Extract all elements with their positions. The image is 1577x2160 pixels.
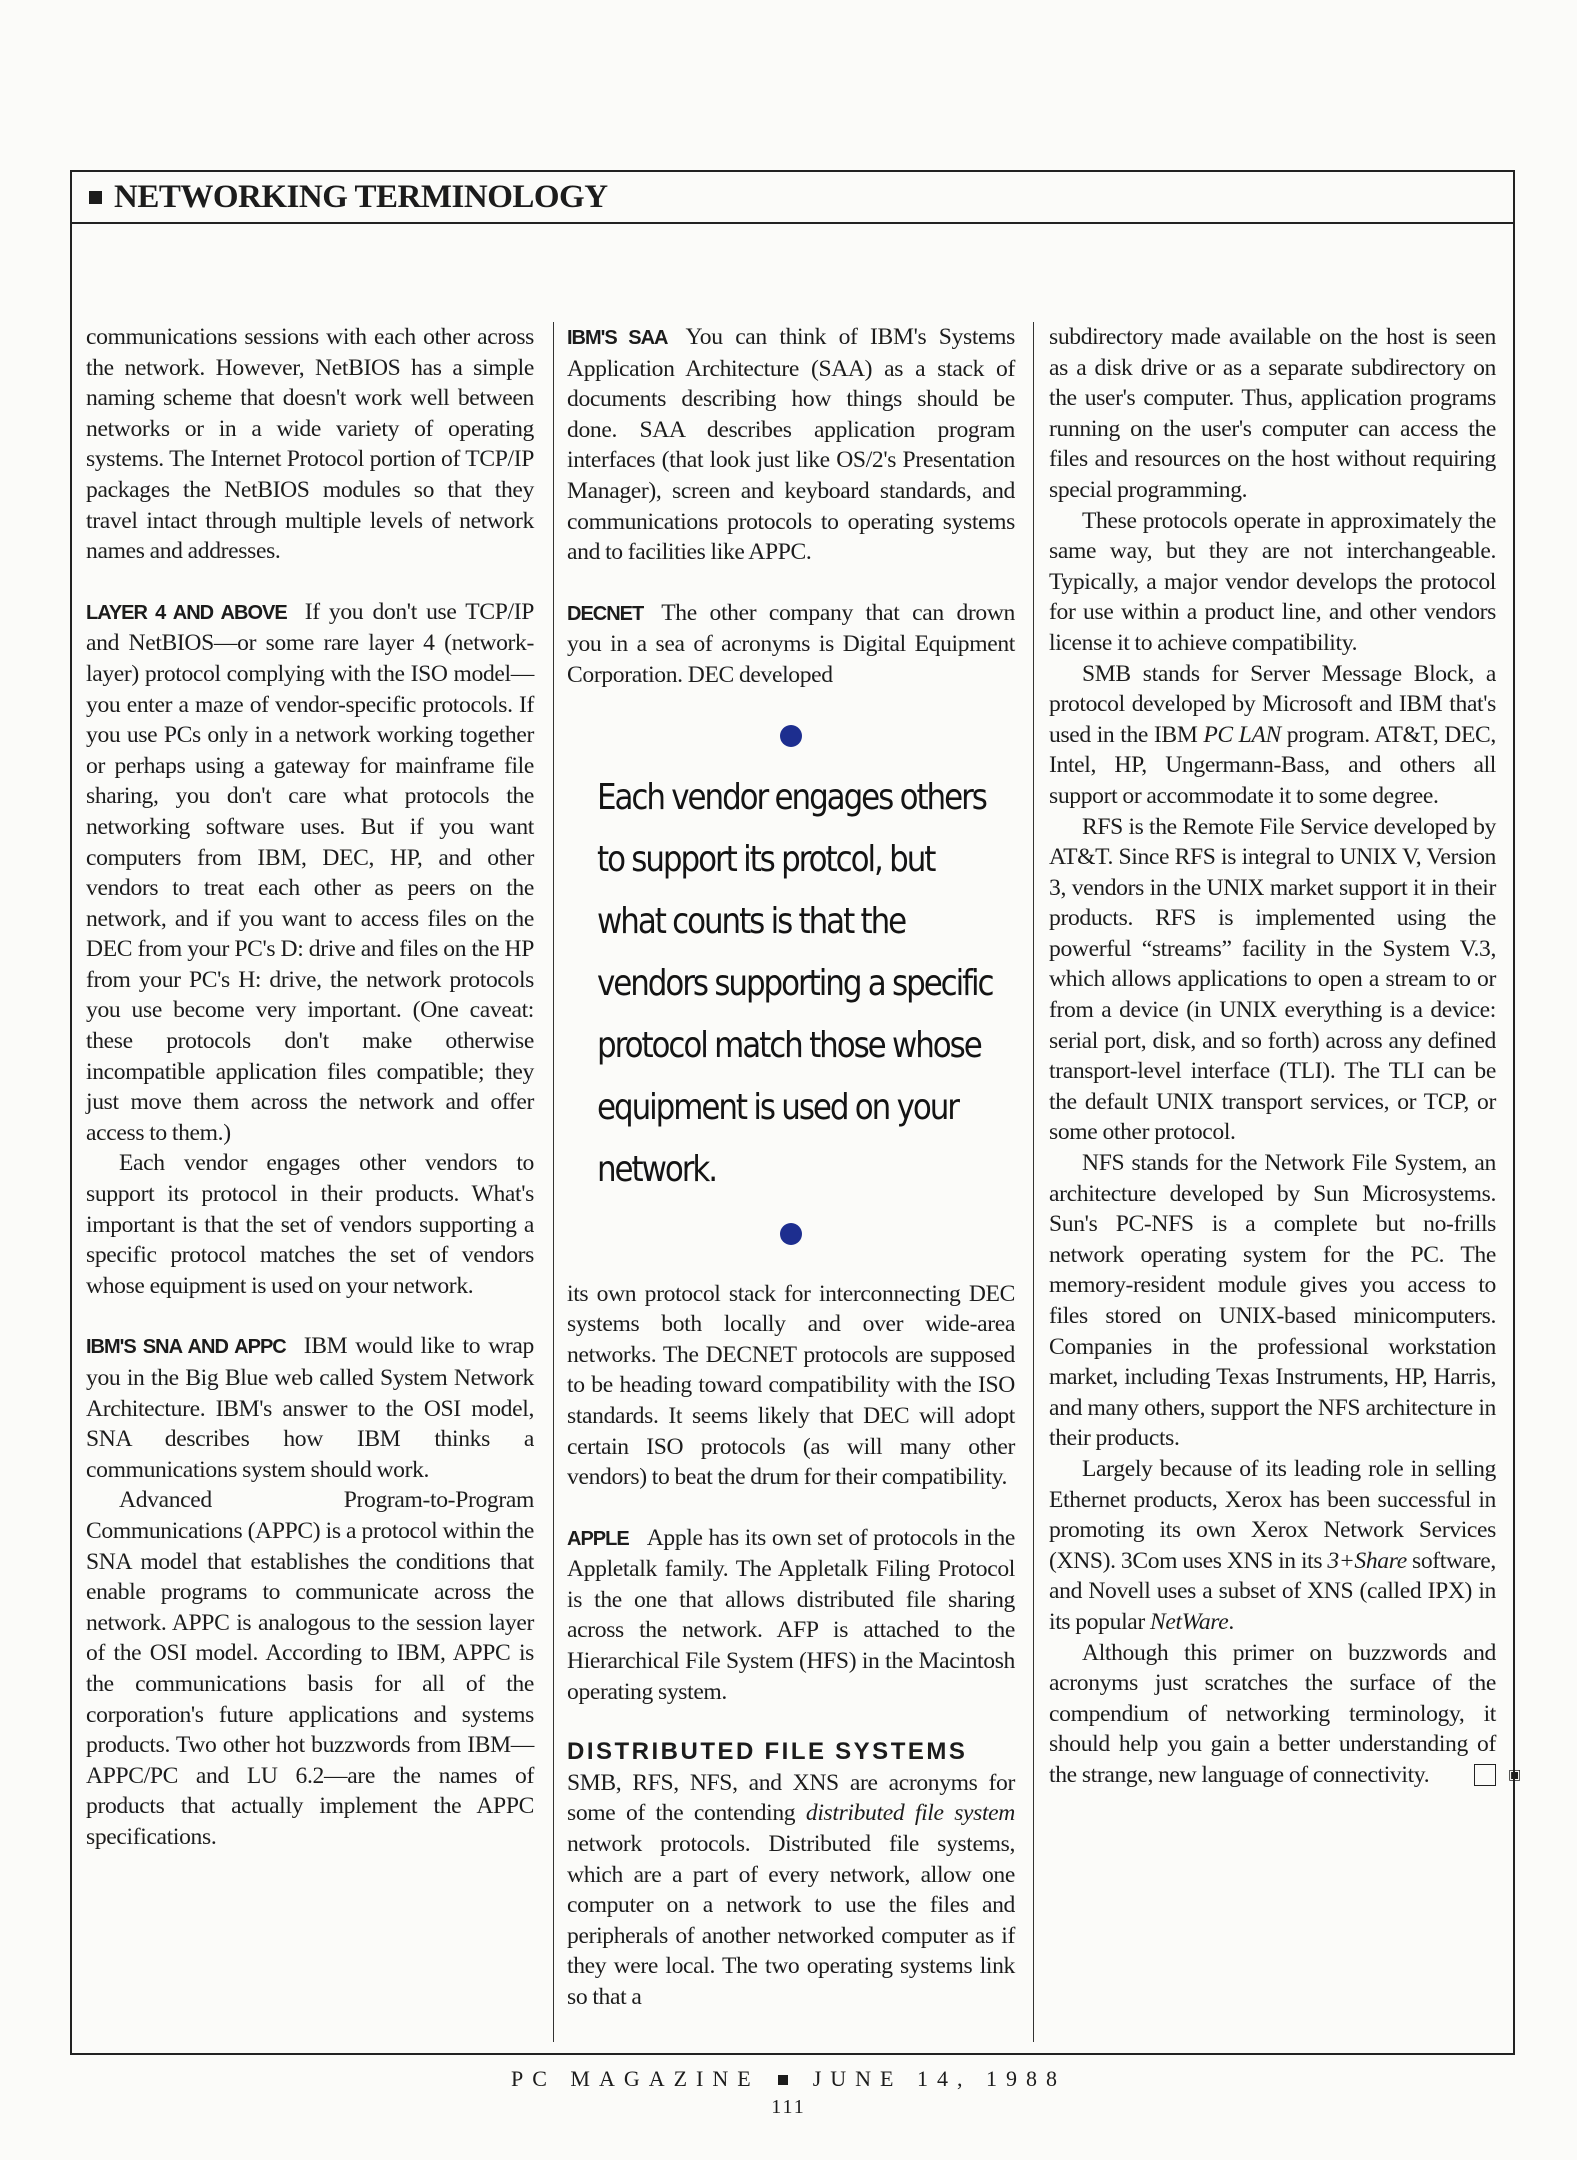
paragraph bbox=[86, 1331, 534, 1485]
paragraph bbox=[567, 598, 1015, 691]
subheading: IBM'S SAA bbox=[567, 327, 668, 349]
square-separator-icon bbox=[778, 2075, 788, 2085]
paragraph bbox=[86, 597, 534, 1149]
page-footer bbox=[0, 2066, 1577, 2092]
pull-quote bbox=[567, 725, 1015, 1245]
paragraph-text: The other company that can drown you in a sea of acronyms is Digital Equipment Corporation. DEC developed bbox=[567, 599, 1015, 688]
paragraph-text: SMB, RFS, NFS, and XNS are acronyms for some of the contending bbox=[567, 1769, 1015, 1827]
paragraph-text: You can think of IBM's Systems Application Architecture (SAA) as a stack of documents describing how things should be done. SAA describes application program interfaces (that look just like OS/2's Presentation Manager), screen and keyboard standards, and communications protocols to operating systems and to facilities like APPC. bbox=[567, 324, 1015, 566]
subheading: LAYER 4 AND ABOVE bbox=[86, 601, 287, 624]
dot-ornament-icon bbox=[780, 1223, 802, 1245]
section-header bbox=[72, 172, 1513, 224]
paragraph bbox=[1049, 1638, 1521, 1791]
magazine-name: PC MAGAZINE bbox=[510, 2066, 760, 2091]
paragraph-text: Although this primer on buzzwords and acronyms just scratches the surface of the compendium of networking terminology, it should help you gain a better understanding of the strange, new language of connectivity. bbox=[1049, 1639, 1496, 1788]
subheading: IBM'S SNA AND APPC bbox=[86, 1336, 286, 1359]
dot-ornament-icon bbox=[780, 725, 802, 747]
column-3 bbox=[1049, 322, 1521, 1791]
paragraph: These protocols operate in approximately the same way, but they are not interchangeable. Typically, a major vendor develops the protocol for use within a product line, and other vendors license it to achieve compatibility. bbox=[1049, 507, 1496, 656]
square-bullet-icon bbox=[89, 191, 102, 204]
paragraph bbox=[1049, 1454, 1496, 1638]
column-divider bbox=[553, 322, 554, 2042]
page-number: 111 bbox=[771, 2096, 806, 2118]
paragraph: communications sessions with each other across the network. However, NetBIOS has a simple naming scheme that doesn't work well between networks or in a wide variety of operating systems. The Internet Protocol portion of TCP/IP packages the NetBIOS modules so that they travel intact through multiple levels of network names and addresses. bbox=[86, 324, 534, 565]
subheading-line bbox=[567, 1737, 1015, 1768]
paragraph-text: IBM would like to wrap you in the Big Blue web called System Network Architecture. IBM's answer to the OSI model, SNA describes how IBM thinks a communications system should work. bbox=[86, 1333, 534, 1483]
emphasis: 3+Share bbox=[1327, 1547, 1407, 1574]
paragraph bbox=[1049, 659, 1496, 812]
paragraph-text: SMB stands for Server Message Block, a protocol developed by Microsoft and IBM that's used in the IBM bbox=[1049, 660, 1496, 748]
paragraph bbox=[567, 322, 1015, 568]
paragraph: Each vendor engages other vendors to support its protocol in their products. What's important is that the set of vendors supporting a specific protocol matches the set of vendors whose equipment is used on your network. bbox=[86, 1150, 534, 1299]
emphasis: NetWare bbox=[1149, 1608, 1229, 1635]
paragraph-text: program. AT&T, DEC, Intel, HP, Ungermann-Bass, and others all support or accommodate it to some degree. bbox=[1049, 721, 1496, 809]
paragraph-text: If you don't use TCP/IP and NetBIOS—or some rare layer 4 (network-layer) protocol complying with the ISO model—you enter a maze of vendor-specific protocols. If you use PCs only in a network working together or perhaps using a gateway for mainframe file sharing, you don't care what protocols the networking software uses. But if you want computers from IBM, DEC, HP, and other vendors to treat each other as peers on the network, and if you want to access files on the DEC from your PC's D: drive and files on the HP from your PC's H: drive, the network protocols you use become very important. (One caveat: these protocols don't make otherwise incompatible application files compatible; they just move them across the network and offer access to them.) bbox=[86, 598, 534, 1146]
column-divider bbox=[1033, 322, 1034, 2042]
paragraph-text: Largely because of its leading role in selling Ethernet products, Xerox has been successful in promoting its own Xerox Network Services (XNS). 3Com uses XNS in its bbox=[1049, 1455, 1496, 1574]
subheading: APPLE bbox=[567, 1527, 629, 1550]
paragraph: NFS stands for the Network File System, an architecture developed by Sun Microsystems. Sun's PC-NFS is a complete but no-frills network operating system for the PC. The memory-resident module gives you access to files stored on UNIX-based minicomputers. Companies in the professional workstation market, including Texas Instruments, HP, Harris, and many others, support the NFS architecture in their products. bbox=[1049, 1150, 1496, 1452]
subheading: DECNET bbox=[567, 602, 644, 625]
paragraph-text: Apple has its own set of protocols in the Appletalk family. The Appletalk Filing Protocol is the one that allows distributed file sharing across the network. AFP is attached to the Hierarchical File System (HFS) in the Macintosh operating system. bbox=[567, 1524, 1015, 1705]
column-2 bbox=[567, 322, 1015, 2013]
section-title: NETWORKING TERMINOLOGY bbox=[114, 178, 608, 215]
end-mark-icon: ▣ bbox=[1474, 1764, 1496, 1786]
subheading: DISTRIBUTED FILE SYSTEMS bbox=[567, 1738, 968, 1766]
column-1 bbox=[86, 322, 534, 1853]
paragraph: RFS is the Remote File Service developed by AT&T. Since RFS is integral to UNIX V, Version 3, vendors in the UNIX market support it in their products. RFS is implemented using the powerful “streams” facility in the System V.3, which allows applications to open a stream to or from a device (in UNIX everything is a device: serial port, disk, and so forth) across any defined transport-level interface (TLI). The TLI can be the default UNIX transport services, or TCP, or some other protocol. bbox=[1049, 813, 1496, 1146]
paragraph-text: software, and Novell uses a subset of XNS (called IPX) in its popular bbox=[1049, 1547, 1496, 1635]
paragraph bbox=[567, 1523, 1015, 1708]
emphasis: PC LAN bbox=[1203, 721, 1281, 748]
issue-date: JUNE 14, 1988 bbox=[812, 2066, 1066, 2091]
pull-quote-text: Each vendor engages others to support its protcol, but what counts is that the vendors supporting a specific protocol match those whose equipment is used on your network. bbox=[597, 776, 993, 1190]
paragraph-text: . bbox=[1228, 1608, 1234, 1635]
paragraph: its own protocol stack for interconnecting DEC systems both locally and over wide-area networks. The DECNET protocols are supposed to be heading toward compatibility with the ISO standards. It seems likely that DEC will adopt certain ISO protocols (as will many other vendors) to beat the drum for their compatibility. bbox=[567, 1280, 1015, 1491]
emphasis: distributed file system bbox=[805, 1800, 1015, 1827]
paragraph-text: network protocols. Distributed file systems, which are a part of every network, allow one computer on a network to use the files and peripherals of another networked computer as if they were local. The two operating systems link so that a bbox=[567, 1831, 1015, 2010]
paragraph: Advanced Program-to-Program Communications (APPC) is a protocol within the SNA model that establishes the conditions that enable programs to communicate across the network. APPC is analogous to the session layer of the OSI model. According to IBM, APPC is the communications basis for all of the corporation's future applications and systems products. Two other hot buzzwords from IBM—APPC/PC and LU 6.2—are the names of products that actually implement the APPC specifications. bbox=[86, 1487, 534, 1850]
paragraph bbox=[567, 1768, 1015, 2013]
paragraph: subdirectory made available on the host is seen as a disk drive or as a separate subdirectory on the user's computer. Thus, application programs running on the user's computer can access the files and resources on the host without requiring special programming. bbox=[1049, 324, 1496, 503]
